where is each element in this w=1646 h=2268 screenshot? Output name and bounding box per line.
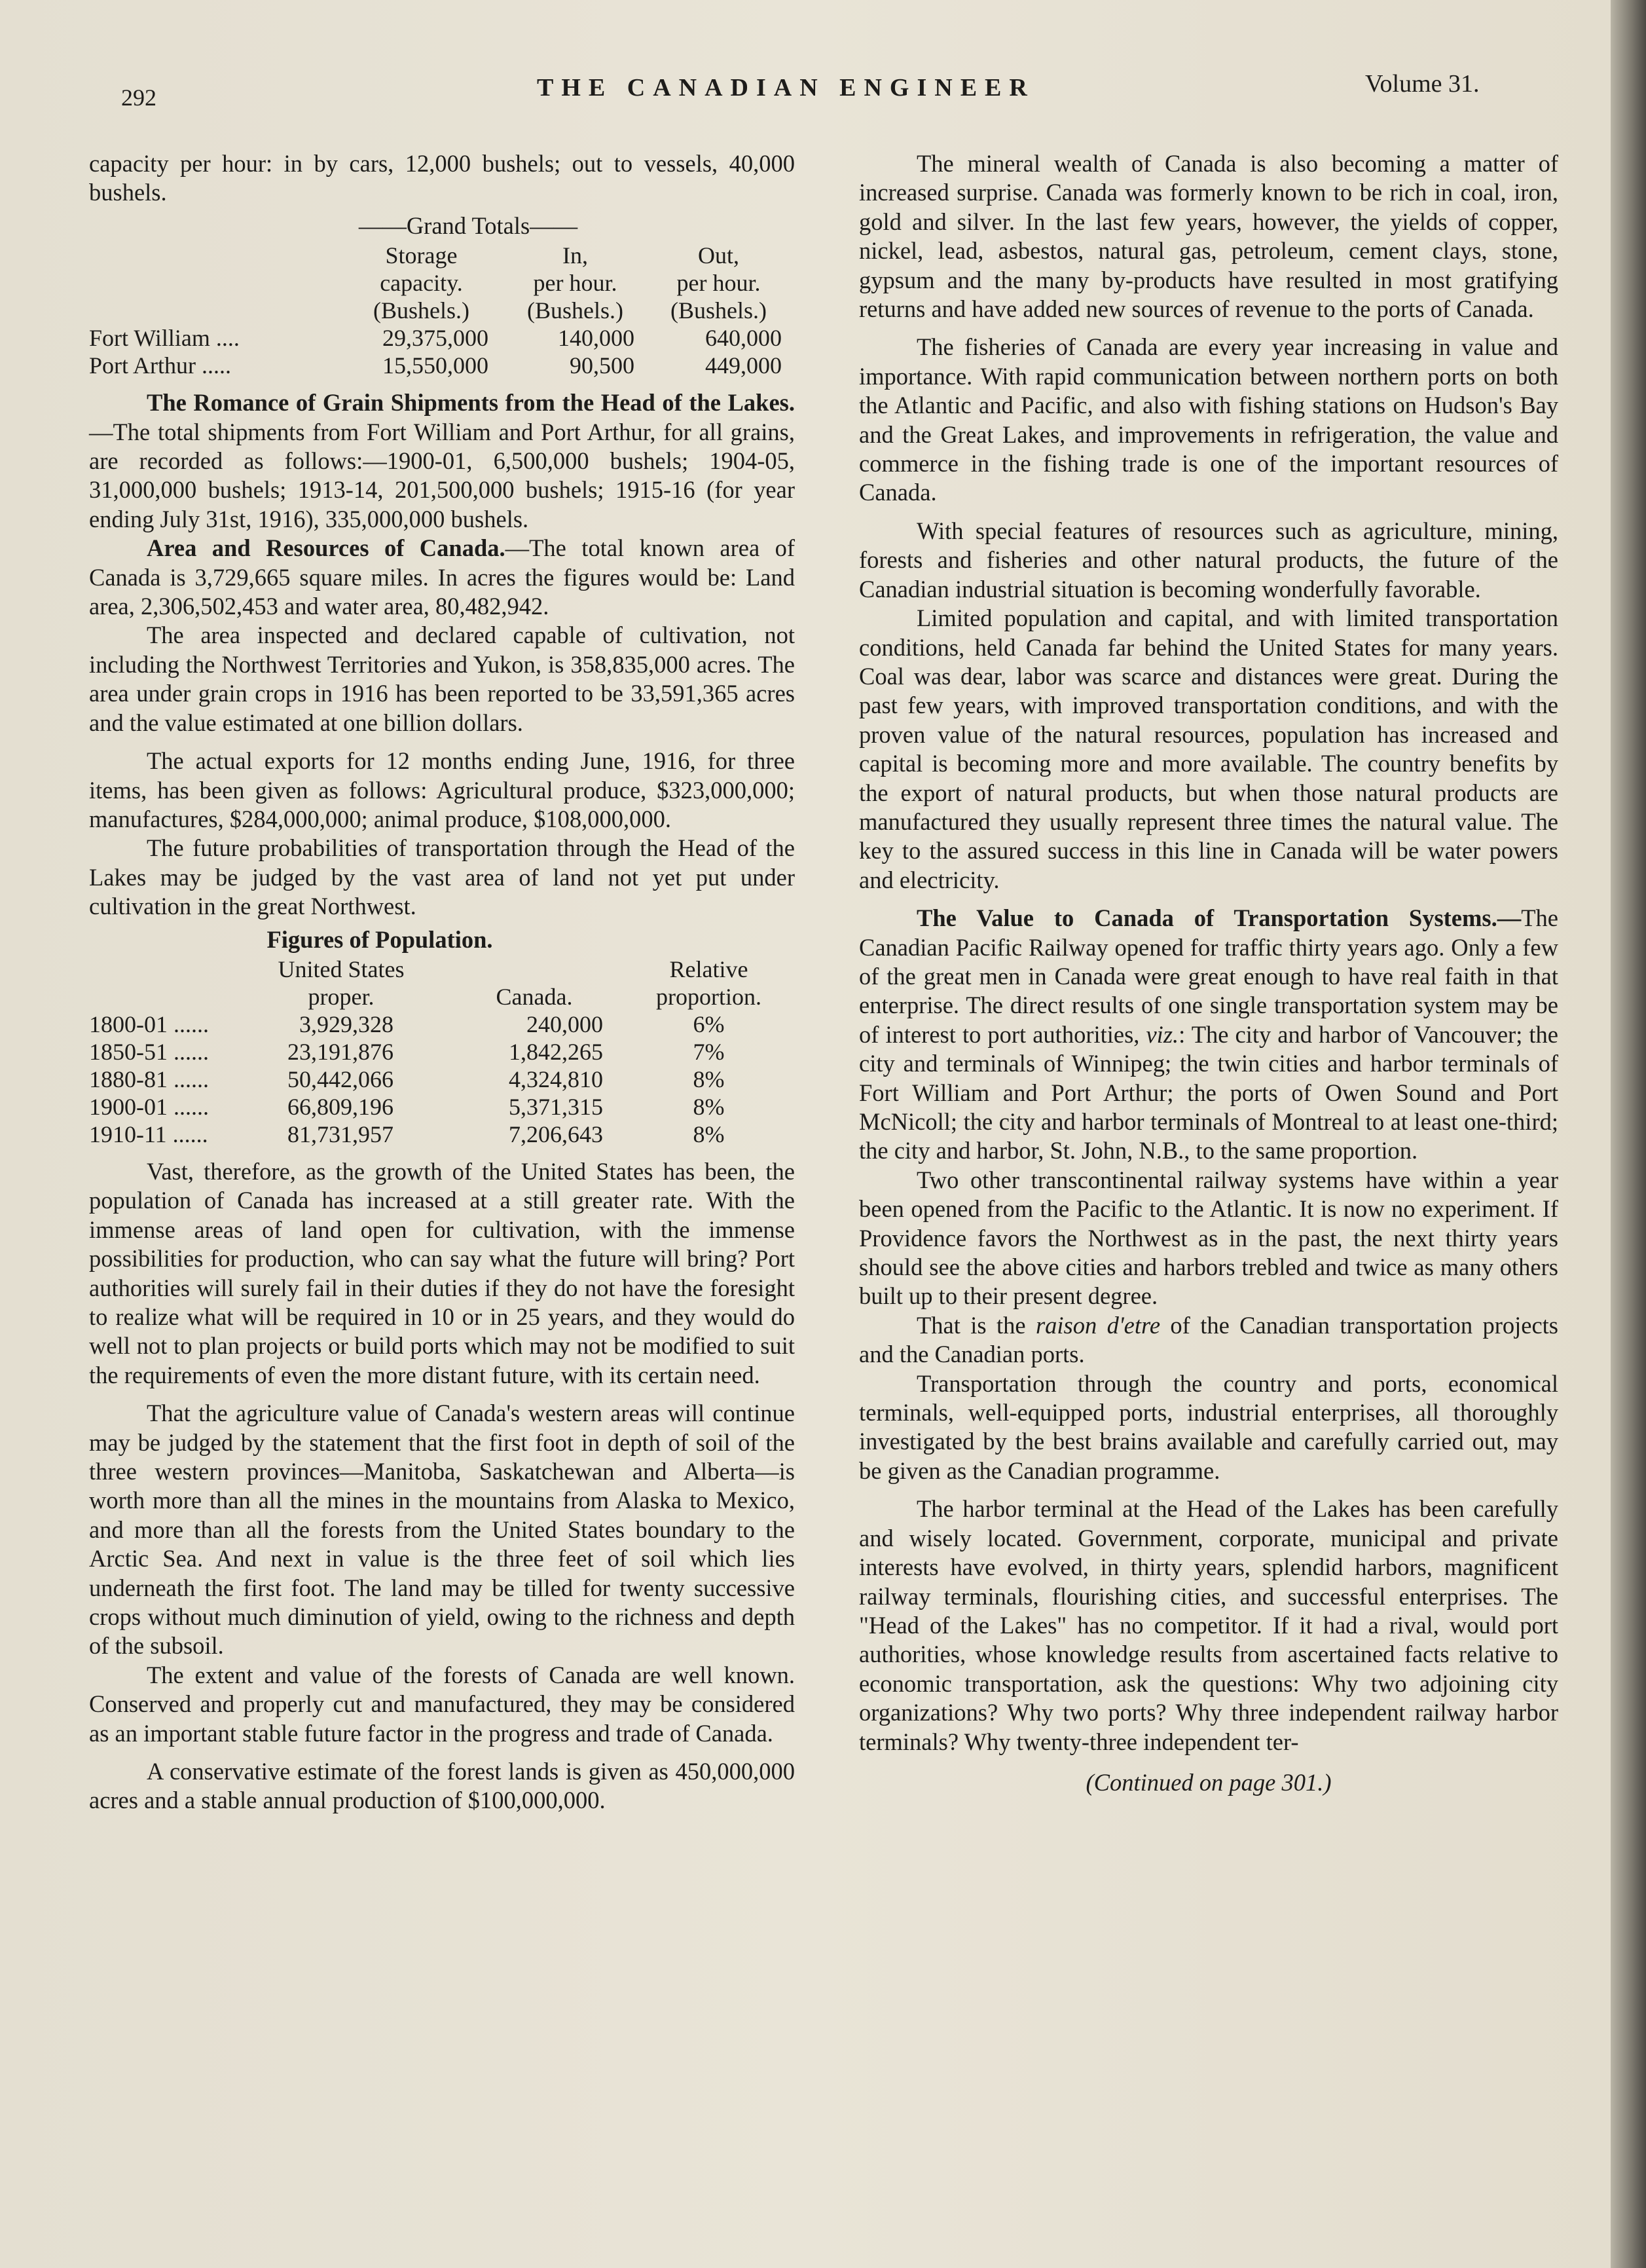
- body-paragraph: That the agriculture value of Canada's western areas will continue may be judged by the statement that the first foot in depth of soil of the three western provinces—Manitoba, Saskatchewan and Alberta—is worth more than all the mines in the mountains from Alaska to Mexico, and more than all the forests from the United States boundary to the Arctic Sea. And next in value is the three feet of soil which lies underneath the first foot. The land may be tilled for twenty successive crops without much diminution of yield, owing to the richness and depth of the subsoil.: [89, 1400, 795, 1660]
- continued-note: (Continued on page 301.): [1086, 1768, 1332, 1796]
- table-row: 1880-81 ...... 50,442,066 4,324,810 8%: [89, 1066, 725, 1092]
- section-heading: Area and Resources of Canada.: [147, 534, 505, 562]
- intro-paragraph: capacity per hour: in by cars, 12,000 bushels; out to vessels, 40,000 bushels.: [89, 150, 795, 206]
- in-header: In, per hour. (Bushels.): [527, 242, 623, 324]
- out-value: 640,000: [705, 325, 782, 352]
- page-edge-shadow: [1611, 0, 1646, 2268]
- romance-paragraph: The Romance of Grain Shipments from the Head of the Lakes.—The total shipments from Fort William and Port Arthur, for all grains, are recorded as follows:—1900-01, 6,500,000 bushels; 1904-05, 31,000,000 bushels; 1913-14, 201,500,000 bushels; 1915-16 (for year ending July 31st, 1916), 335,000,000 bushels.: [89, 389, 795, 532]
- table-row: [89, 352, 788, 379]
- running-header: [0, 65, 1611, 111]
- body-paragraph: Two other transcontinental railway systems have within a year been opened from the Pacific to the Atlantic. It is now no experiment. If Providence favors the Northwest as in the past, the next thirty years should see the above cities and harbors trebled and twice as many others built up to their present degree.: [859, 1166, 1558, 1310]
- section-heading: The Romance of Grain Shipments from the Head of the Lakes.: [147, 389, 795, 417]
- body-paragraph: Limited population and capital, and with limited transportation conditions, held Canada far behind the United States for many years. Coal was dear, labor was scarce and distances were great. During the past few years, with improved transportation conditions, and with the proven value of the natural resources, population has increased and capital is becoming more and more available. The country benefits by the export of natural products, but when those natural products are manufactured they usually represent three times the natural value. The key to the assured success in this line in Canada will be water powers and electricity.: [859, 604, 1558, 893]
- us-header: United States proper.: [278, 956, 405, 1010]
- storage-value: 29,375,000: [382, 325, 488, 352]
- in-value: 140,000: [558, 325, 634, 352]
- raison-paragraph: That is the raison d'etre of the Canadian transportation projects and the Canadian ports.: [859, 1311, 1559, 1368]
- table-row: [89, 324, 788, 352]
- table-row: 1910-11 ...... 81,731,957 7,206,643 8%: [89, 1121, 725, 1147]
- storage-header: Storage capacity. (Bushels.): [373, 242, 469, 324]
- body-paragraph: The extent and value of the forests of Canada are well known. Conserved and properly cut and manufactured, they may be considered as an important stable future factor in the progress and trade of Canada.: [89, 1661, 795, 1747]
- population-table: [89, 956, 788, 1148]
- row-label: Port Arthur .....: [89, 352, 232, 379]
- out-header: Out, per hour. (Bushels.): [670, 242, 767, 324]
- in-value: 90,500: [570, 352, 634, 379]
- grand-totals-header-row: [89, 242, 788, 324]
- table-row: 1800-01 ...... 3,929,328 240,000 6%: [89, 1011, 725, 1037]
- canada-header: Canada.: [496, 983, 573, 1010]
- proportion-header: Relative proportion.: [656, 956, 761, 1010]
- body-paragraph: With special features of resources such as agriculture, mining, forests and fisheries and other natural products, the future of the Canadian industrial situation is becoming wonderfully favorable.: [859, 517, 1558, 603]
- body-paragraph: Vast, therefore, as the growth of the United States has been, the population of Canada has increased at a still greater rate. With the immense areas of land open for cultivation, with the immense possibilities for production, who can say what the future will bring? Port authorities will surely fail in their duties if they do not have the foresight to realize what will be required in 10 or in 25 years, and they would do well not to plan projects or build ports which may not be modified to suit the requirements of even the more distant future, with its certain need.: [89, 1157, 795, 1388]
- body-paragraph: The mineral wealth of Canada is also becoming a matter of increased surprise. Canada was formerly known to be rich in coal, iron, gold and silver. In the last few years, however, the yields of copper, nickel, lead, asbestos, natural gas, petroleum, cement clays, stone, gypsum and the many by-products have resulted in most gratifying returns and have added new sources of revenue to the ports of Canada.: [859, 150, 1558, 323]
- body-paragraph: The fisheries of Canada are every year increasing in value and importance. With rapid communication between northern ports on both the Atlantic and Pacific, and also with fishing stations on Hudson's Bay and the Great Lakes, and improvements in refrigeration, the value and commerce in the fishing trade is one of the important resources of Canada.: [859, 333, 1558, 506]
- table-row: 1850-51 ...... 23,191,876 1,842,265 7%: [89, 1038, 725, 1065]
- storage-value: 15,550,000: [382, 352, 488, 379]
- left-column: [89, 149, 795, 1815]
- volume-label: Volume 31.: [1365, 70, 1480, 98]
- grand-totals-table: [89, 242, 788, 379]
- row-label: Fort William ....: [89, 325, 240, 352]
- value-paragraph: The Value to Canada of Transportation Systems.—The Canadian Pacific Railway opened for traffic thirty years ago. Only a few of the great men in Canada were great enough to have real faith in that enterprise. The direct results of one single transportation system may be of interest to port authorities, viz.: The city and harbor of Vancouver; the city and terminals of Winnipeg; the twin cities and harbor terminals of Fort William and Port Arthur; the ports of Owen Sound and Port McNicoll; the city and harbor terminals of Montreal to at least one-third; the city and harbor, St. John, N.B., to the same proportion.: [859, 904, 1558, 1164]
- page-number: 292: [121, 84, 156, 111]
- body-paragraph: Transportation through the country and ports, economical terminals, well-equipped ports, industrial enterprises, all thoroughly investigated by the best brains available and carefully carried out, may be given as the Canadian programme.: [859, 1369, 1558, 1484]
- body-paragraph: A conservative estimate of the forest lands is given as 450,000,000 acres and a stable annual production of $100,000,000.: [89, 1758, 795, 1814]
- journal-title: THE CANADIAN ENGINEER: [537, 74, 1035, 102]
- body-paragraph: The actual exports for 12 months ending June, 1916, for three items, has been given as follows: Agricultural produce, $323,000,000; manufactures, $284,000,000; animal produce, $108,000,000.: [89, 747, 795, 832]
- right-column: [859, 149, 1558, 1797]
- area-paragraph: Area and Resources of Canada.—The total known area of Canada is 3,729,665 square miles. In acres the figures would be: Land area, 2,306,502,453 and water area, 80,482,942.: [89, 534, 795, 620]
- body-paragraph: The harbor terminal at the Head of the Lakes has been carefully and wisely located. Government, corporate, municipal and private interests have evolved, in thirty years, splendid harbors, magnificent railway terminals, flourishing cities, and successful enterprises. The "Head of the Lakes" has no competitor. If it had a rival, would port authorities, whose knowledge results from ascertained facts relative to economic transportation, ask the questions: Why two adjoining city organizations? Why two ports? Why three independent railway harbor terminals? Why twenty-three independent ter-: [859, 1495, 1558, 1755]
- population-table-title: Figures of Population.: [266, 925, 493, 953]
- body-paragraph: The future probabilities of transportation through the Head of the Lakes may be judged by the vast area of land not yet put under cultivation in the great Northwest.: [89, 834, 795, 920]
- table-row: 1900-01 ...... 66,809,196 5,371,315 8%: [89, 1093, 725, 1120]
- section-heading: The Value to Canada of Transportation Systems.—: [917, 904, 1522, 932]
- grand-totals-title: ——Grand Totals——: [358, 212, 578, 239]
- body-paragraph: The area inspected and declared capable of cultivation, not including the Northwest Territories and Yukon, is 358,835,000 acres. The area under grain crops in 1916 has been reported to be 33,591,365 acres and the value estimated at one billion dollars.: [89, 622, 795, 736]
- population-header-row: [89, 956, 788, 1011]
- out-value: 449,000: [705, 352, 782, 379]
